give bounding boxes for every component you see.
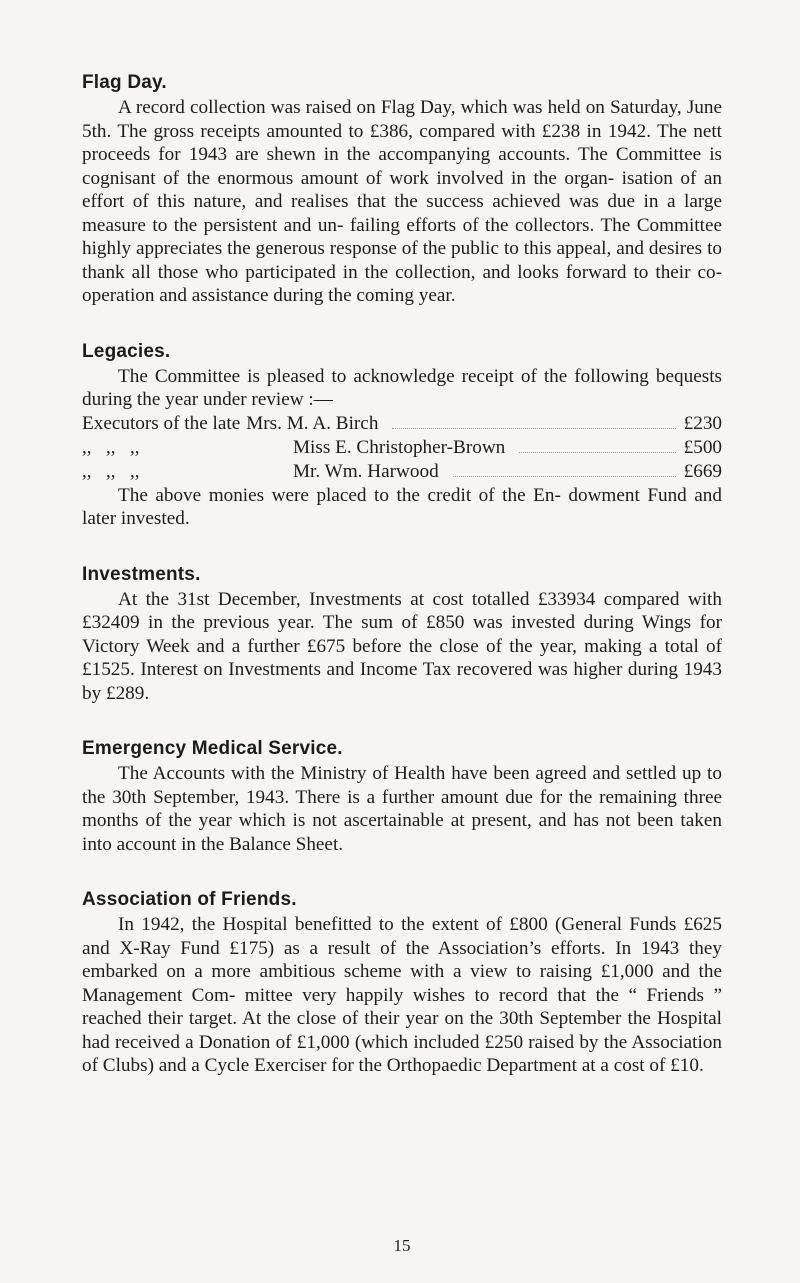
friends-paragraph: In 1942, the Hospital benefitted to the extent of £800 (General Funds £625 and X-Ray Fund £175) as a result of the Association’s efforts. In 1943 they embarked on a more ambitious scheme with a view to raising £1,000 and the Management Com- mittee very happily wishes to record that the “ Friends ” reached their target. At the close of their year on the 30th September the Hospital had received a Donation of £1,000 (which included £250 raised by the Association of Clubs) and a Cycle Exerciser for the Orthopaedic Department at a cost of £10. xyxy=(82,914,722,1076)
leader-dots xyxy=(453,476,676,477)
leader-dots xyxy=(519,452,675,453)
legacy-amount: £500 xyxy=(683,436,722,458)
legacy-name: Mrs. M. A. Birch xyxy=(246,412,379,434)
friends-heading: Association of Friends. xyxy=(82,889,297,910)
flag-day-heading: Flag Day. xyxy=(82,72,167,93)
legacy-amount: £669 xyxy=(683,460,722,482)
legacy-amount: £230 xyxy=(683,412,722,434)
page-number: 15 xyxy=(393,1236,411,1255)
legacy-row xyxy=(82,412,722,436)
flag-day-paragraph: A record collection was raised on Flag Day, which was held on Saturday, June 5th. The gross receipts amounted to £386, compared with £238 in 1942. The nett proceeds for 1943 are shewn in the accompanying accounts. The Committee is cognisant of the enormous amount of work involved in the organ- isation of an effort of this nature, and realises that the success achieved was due in a large measure to the persistent and un- failing efforts of the collectors. The Committee highly appreciates the generous response of the public to this appeal, and desires to thank all those who participated in the collection, and looks forward to their co-operation and assistance during the coming year. xyxy=(82,97,722,306)
investments-heading: Investments. xyxy=(82,563,201,585)
legacies-intro: The Committee is pleased to acknowledge receipt of the following bequests during the year under review :— xyxy=(82,365,722,410)
section-flag-day xyxy=(82,70,722,308)
leader-dots xyxy=(392,428,675,429)
section-legacies xyxy=(82,339,722,531)
section-friends xyxy=(82,887,722,1078)
legacy-ditto-marks: ,, ,, ,, xyxy=(82,436,140,458)
ems-heading: Emergency Medical Service. xyxy=(82,738,343,759)
legacies-outro: The above monies were placed to the credit of the En- dowment Fund and later invested. xyxy=(82,484,722,529)
section-investments xyxy=(82,562,722,706)
investments-paragraph: At the 31st December, Investments at cost totalled £33934 compared with £32409 in the previous year. The sum of £850 was invested during Wings for Victory Week and a further £675 before the close of the year, making a total of £1525. Interest on Investments and Income Tax recovered was higher during 1943 by £289. xyxy=(82,588,722,704)
legacy-ditto-marks: ,, ,, ,, xyxy=(82,460,140,482)
legacy-name: Miss E. Christopher-Brown xyxy=(293,436,506,458)
section-ems xyxy=(82,736,722,856)
document-page xyxy=(82,70,722,1255)
legacy-row xyxy=(82,436,722,460)
legacies-list xyxy=(82,412,722,484)
ems-paragraph: The Accounts with the Ministry of Health have been agreed and settled up to the 30th September, 1943. There is a further amount due for the remaining three months of the year which is not ascertainable at present, and has not been taken into account in the Balance Sheet. xyxy=(82,763,722,855)
legacies-heading: Legacies. xyxy=(82,340,171,362)
legacy-row xyxy=(82,460,722,484)
legacy-prefix: Executors of the late xyxy=(82,412,241,434)
legacy-name: Mr. Wm. Harwood xyxy=(293,460,439,482)
